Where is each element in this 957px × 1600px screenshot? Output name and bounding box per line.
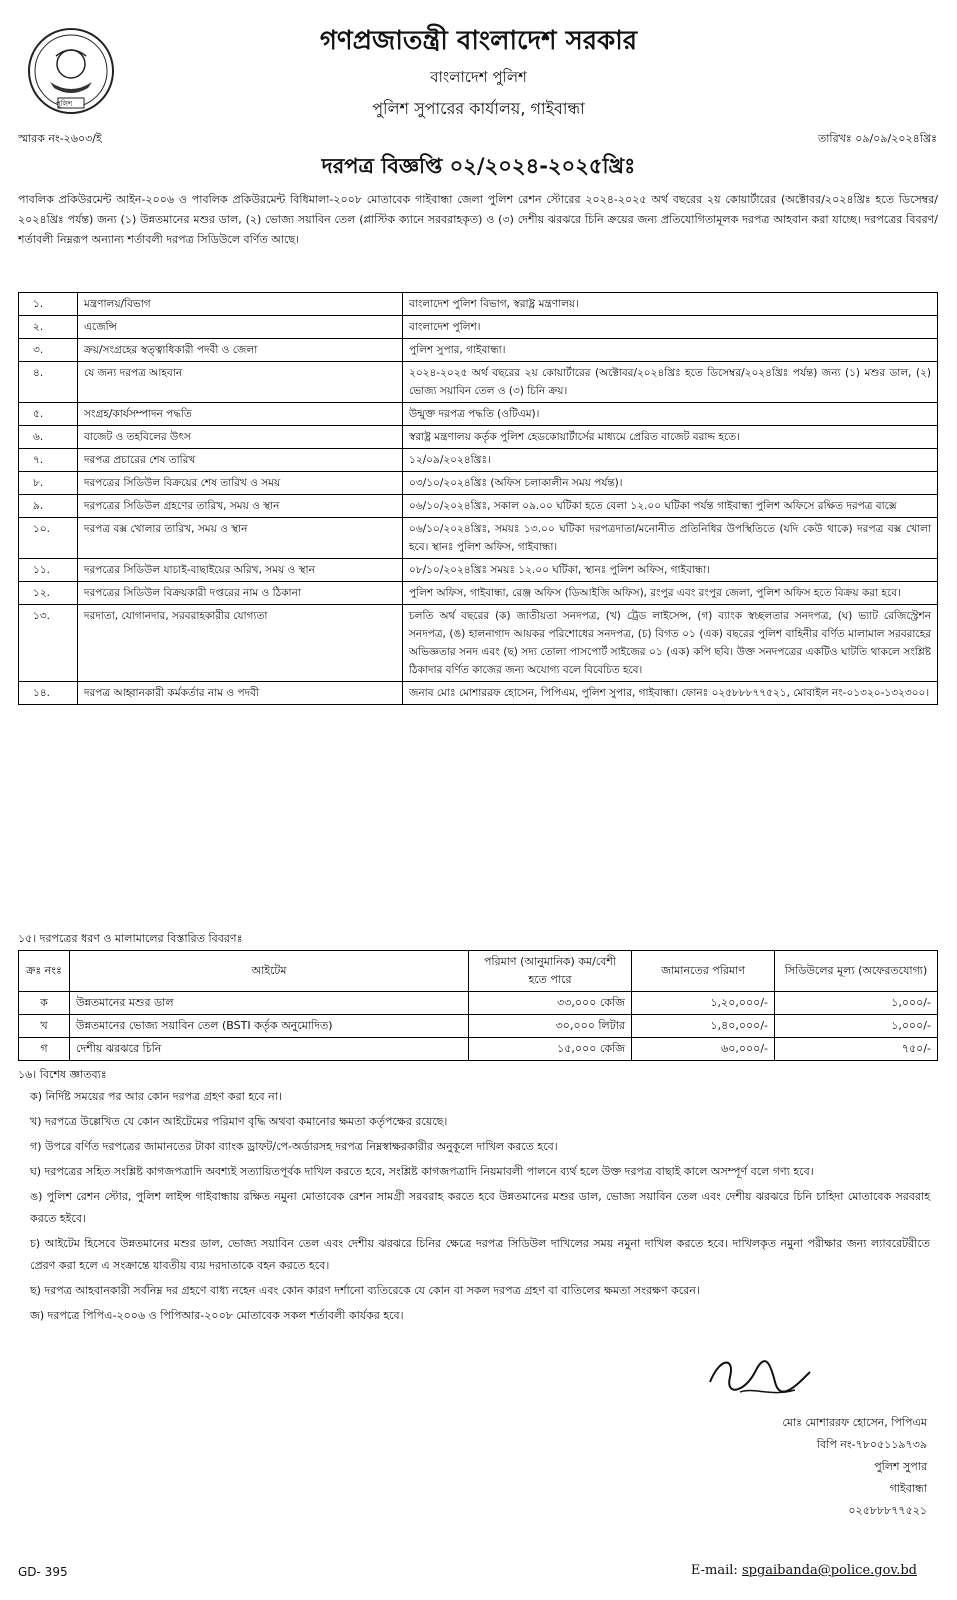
signatory-phone: ০২৫৮৮৮৭৭৫২১ (848, 1504, 927, 1517)
gd-number: GD- 395 (18, 1565, 68, 1579)
info-row-value: বাংলাদেশ পুলিশ বিভাগ, স্বরাষ্ট্র মন্ত্রণালয়। (403, 293, 938, 316)
item-security: ১,২০,০০০/- (632, 992, 775, 1015)
info-row-value: ০৮/১০/২০২৪খ্রিঃ সময়ঃ ১২.০০ ঘটিকা, স্থানঃ পুলিশ অফিস, গাইবান্ধা। (403, 559, 938, 582)
info-row-number: ৯. (19, 495, 78, 518)
item-row (19, 1038, 938, 1061)
info-row-number: ৩. (19, 339, 78, 362)
info-row-number: ৫. (19, 403, 78, 426)
term-item: ক) নির্দিষ্ট সময়ের পর আর কোন দরপত্র গ্রহণ করা হবে না। (30, 1090, 282, 1103)
info-row (19, 293, 938, 316)
term-item: জ) দরপত্রে পিপিএ-২০০৬ ও পিপিআর-২০০৮ মোতাবেক সকল শর্তাবলী কার্যকর হবে। (30, 1309, 404, 1322)
info-row-value: বাংলাদেশ পুলিশ। (403, 316, 938, 339)
info-row-label: দরপত্রের সিডিউল বিক্রয়ের শেষ তারিখ ও সময় (78, 472, 403, 495)
info-row-value: ২০২৪-২০২৫ অর্থ বছরের ২য় কোয়ার্টারের (অক্টোবর/২০২৪খ্রিঃ হতে ডিসেম্বর/২০২৪খ্রিঃ পর্যন্ত) জন্য (১) মশুর ডাল, (২) ভোজ্য সয়াবিন তেল ও (৩) চিনি ক্রয়। (403, 362, 938, 403)
info-row-label: সংগ্রহ/কার্যসম্পাদন পদ্ধতি (78, 403, 403, 426)
term-item: চ) আইটেম হিসেবে উন্নতমানের মশুর ডাল, ভোজ্য সয়াবিন তেল এবং দেশীয় ঝরঝরে চিনির ক্ষেত্রে দরপত্র সিডিউল দাখিলের সময় নমুনা দাখিল করতে হবে। দাখিলকৃত নমুনা পরীক্ষার জন্য ল্যাবরেটরীতে প্রেরণ করা হলে এ সংক্রান্তে যাবতীয় ব্যয় দরদাতাকে বহন করতে হবে। (30, 1237, 930, 1272)
info-row (19, 682, 938, 705)
info-row-value: ০৩/১০/২০২৪খ্রিঃ (অফিস চলাকালীন সময় পর্যন্ত)। (403, 472, 938, 495)
header-quantity: পরিমাণ (আনুমানিক) কম/বেশী হতে পারে (469, 951, 632, 992)
info-row (19, 495, 938, 518)
info-row (19, 403, 938, 426)
intro-paragraph: পাবলিক প্রকিউরমেন্ট আইন-২০০৬ ও পাবলিক প্রকিউরমেন্ট বিধিমালা-২০০৮ মোতাবেক গাইবান্ধা জেলা পুলিশ রেশন স্টোরের ২০২৪-২০২৫ অর্থ বছরের ২য় কোয়ার্টারের (অক্টোবর/২০২৪খ্রিঃ হতে ডিসেম্বর/২০২৪খ্রিঃ পর্যন্ত) জন্য (১) উন্নতমানের মশুর ডাল, (২) ভোজ্য সয়াবিন তেল (প্লাস্টিক ক্যানে সরবরাহকৃত) ও (৩) দেশীয় ঝরঝরে চিনি ক্রয়ের জন্য প্রতিযোগিতামূলক দরপত্র আহবান করা যাচ্ছে। দরপত্রের বিবরণ/শর্তাবলী নিম্নরূপ অন্যান্য শর্তাবলী দরপত্র সিডিউলে বর্ণিত আছে। (18, 193, 938, 246)
term-item: ছ) দরপত্র আহবানকারী সর্বনিম্ন দর গ্রহণে বাধ্য নহেন এবং কোন কারণ দর্শানো ব্যতিরেকে যে কোন বা সকল দরপত্র গ্রহণ বা বাতিলের ক্ষমতা সংরক্ষণ করেন। (30, 1284, 700, 1297)
info-row-number: ৭. (19, 449, 78, 472)
info-row-number: ৮. (19, 472, 78, 495)
info-row-value: ০৬/১০/২০২৪খ্রিঃ, সময়ঃ ১৩.০০ ঘটিকা দরপত্রদাতা/মনোনীত প্রতিনিধির উপস্থিতিতে (যদি কেউ থাকে) দরপত্র বক্স খোলা হবে। স্থানঃ পুলিশ অফিস, গাইবান্ধা। (403, 518, 938, 559)
item-code: গ (19, 1038, 70, 1061)
email-label: E-mail: (690, 1563, 738, 1578)
term-item: ঙ) পুলিশ রেশন স্টোর, পুলিশ লাইন্স গাইবান্ধায় রক্ষিত নমুনা মোতাবেক রেশন সামগ্রী সরবরাহ করতে হবে উন্নতমানের মশুর ডাল, ভোজ্য সয়াবিন তেল এবং দেশীয় ঝরঝরে চিনি চাহিদা মোতাবেক সরবরাহ করতে হইবে। (30, 1190, 930, 1225)
item-row (19, 992, 938, 1015)
info-row (19, 582, 938, 605)
item-row (19, 1015, 938, 1038)
info-row-label: দরপত্রের সিডিউল যাচাই-বাছাইয়ের অরিখ, সময় ও স্থান (78, 559, 403, 582)
info-row-label: দরপত্রের সিডিউল বিক্রয়কারী দপ্তরের নাম ও ঠিকানা (78, 582, 403, 605)
item-code: খ (19, 1015, 70, 1038)
item-schedule-price: ১,০০০/- (775, 1015, 938, 1038)
info-row (19, 605, 938, 682)
info-row-number: ৪. (19, 362, 78, 403)
term-item: ঘ) দরপত্রের সহিত সংশ্লিষ্ট কাগজপত্রাদি অবশ্যই সত্যায়িতপূর্বক দাখিল করতে হবে, সংশ্লিষ্ট কাগজপত্রাদি নিয়মাবলী পালনে ব্যর্থ হলে উক্ত দরপত্র বাছাই কালে অসম্পূর্ণ বলে গণ্য হবে। (30, 1165, 814, 1178)
info-row (19, 559, 938, 582)
department-name: বাংলাদেশ পুলিশ (430, 68, 527, 86)
signatory-district: গাইবান্ধা (889, 1482, 927, 1495)
section-15-title: ১৫। দরপত্রের ধরণ ও মালামালের বিস্তারিত বিবরণঃ (18, 932, 243, 945)
item-security: ৬০,০০০/- (632, 1038, 775, 1061)
office-name: পুলিশ সুপারের কার্যালয়, গাইবান্ধা (372, 99, 585, 118)
info-row-value: পুলিশ সুপার, গাইবান্ধা। (403, 339, 938, 362)
info-row-label: বাজেট ও তহবিলের উৎস (78, 426, 403, 449)
info-row-value: স্বরাষ্ট্র মন্ত্রণালয় কর্তৃক পুলিশ হেডকোয়ার্টার্সের মাধ্যমে প্রেরিত বাজেট বরাদ্দ হতে। (403, 426, 938, 449)
item-quantity: ৩৩,০০০ কেজি (469, 992, 632, 1015)
section-16-title: ১৬। বিশেষ জ্ঞাতব্যঃ (18, 1068, 107, 1081)
info-row-number: ১২. (19, 582, 78, 605)
signatory-block (627, 1412, 927, 1522)
info-row-number: ৬. (19, 426, 78, 449)
term-item: খ) দরপত্রে উল্লেখিত যে কোন আইটেমের পরিমাণ বৃদ্ধি অথবা কমানোর ক্ষমতা কর্তৃপক্ষের রয়েছে। (30, 1115, 448, 1128)
info-row (19, 449, 938, 472)
item-quantity: ৩০,০০০ লিটার (469, 1015, 632, 1038)
item-table-header-row (19, 951, 938, 992)
info-row (19, 362, 938, 403)
info-row (19, 426, 938, 449)
info-row-label: যে জন্য দরপত্র আহবান (78, 362, 403, 403)
info-row-value: উন্মুক্ত দরপত্র পদ্ধতি (ওটিএম)। (403, 403, 938, 426)
info-row (19, 518, 938, 559)
info-row (19, 472, 938, 495)
header-schedule-price: সিডিউলের মূল্য (অফেরতযোগ্য) (775, 951, 938, 992)
info-row-label: দরপত্র প্রচারের শেষ তারিখ (78, 449, 403, 472)
info-row-number: ১০. (19, 518, 78, 559)
signatory-designation: পুলিশ সুপার (874, 1460, 927, 1473)
item-table (18, 950, 938, 1061)
item-schedule-price: ১,০০০/- (775, 992, 938, 1015)
item-code: ক (19, 992, 70, 1015)
signatory-bp-number: বিপি নং-৭৮০৫১১৯৭৩৯ (816, 1438, 927, 1451)
memo-date: তারিখঃ ০৯/০৯/২০২৪খ্রিঃ (817, 132, 937, 145)
email-line (691, 1563, 917, 1578)
info-row-number: ১৪. (19, 682, 78, 705)
government-title: গণপ্রজাতন্ত্রী বাংলাদেশ সরকার (319, 26, 638, 56)
item-name: উন্নতমানের মশুর ডাল (70, 992, 469, 1015)
header-serial: ক্রঃ নংঃ (19, 951, 70, 992)
seal-text: পুলিশ (56, 100, 73, 108)
info-row-number: ১১. (19, 559, 78, 582)
item-security: ১,৪০,০০০/- (632, 1015, 775, 1038)
header-item: আইটেম (70, 951, 469, 992)
info-row-value: পুলিশ অফিস, গাইবান্ধা, রেঞ্জ অফিস (ডিআইজি অফিস), রংপুর এবং রংপুর জেলা, পুলিশ অফিস হতে বিক্রয় করা হবে। (403, 582, 938, 605)
info-row-number: ১৩. (19, 605, 78, 682)
info-row-label: ক্রয়/সংগ্রহের স্বত্ত্বাধিকারী পদবী ও জেলা (78, 339, 403, 362)
item-name: দেশীয় ঝরঝরে চিনি (70, 1038, 469, 1061)
item-name: উন্নতমানের ভোজ্য সয়াবিন তেল (BSTI কর্তৃক অনুমোদিত) (70, 1015, 469, 1038)
info-row-value: ০৬/১০/২০২৪খ্রিঃ, সকাল ০৯.০০ ঘটিকা হতে বেলা ১২.০০ ঘটিকা পর্যন্ত গাইবান্ধা পুলিশ অফিসে রক্ষিত দরপত্র বাক্সে (403, 495, 938, 518)
info-row-value: জনাব মোঃ মোশাররফ হোসেন, পিপিএম, পুলিশ সুপার, গাইবান্ধা। ফোনঃ ০২৫৮৮৮৭৭৫২১, মোবাইল নং-০১৩২০-১৩২৩০০। (403, 682, 938, 705)
info-row-value: চলতি অর্থ বছরের (ক) জাতীয়তা সনদপত্র, (খ) ট্রেড লাইসেন্স, (গ) ব্যাংক স্বচ্ছলতার সনদপত্র, (ঘ) ভ্যাট রেজিস্ট্রেশন সনদপত্র, (ঙ) হালনাগাদ আয়কর পরিশোধের সনদপত্র, (চ) বিগত ০১ (এক) বছরের পুলিশ বাহিনীর বর্ণিত মালামাল সরবরাহের অভিজ্ঞতার সনদ এবং (ছ) সদ্য তোলা পাসপোর্ট সাইজের ০১ (এক) কপি ছবি। উক্ত সনদপত্রের একটিও ঘাটতি থাকলে সংশ্লিষ্ট ঠিকাদার বর্ণিত কাজের জন্য অযোগ্য বলে বিবেচিত হবে। (403, 605, 938, 682)
info-row-label: মন্ত্রণালয়/বিভাগ (78, 293, 403, 316)
info-row-number: ১. (19, 293, 78, 316)
info-row-label: দরপত্র আহ্বানকারী কর্মকর্তার নাম ও পদবী (78, 682, 403, 705)
info-row-label: দরদাতা, যোগানদার, সরবরাহকারীর যোগ্যতা (78, 605, 403, 682)
signature-image (700, 1352, 820, 1402)
info-row-label: দরপত্রের সিডিউল গ্রহণের তারিখ, সময় ও স্থান (78, 495, 403, 518)
memo-number: স্মারক নং-২৬০৩/ই (18, 132, 102, 145)
info-row-label: এজেন্সি (78, 316, 403, 339)
info-row (19, 316, 938, 339)
info-row (19, 339, 938, 362)
term-item: গ) উপরে বর্ণিত দরপত্রের জামানতের টাকা ব্যাংক ড্রাফট/পে-অর্ডারসহ দরপত্র নিম্নস্বাক্ষরকারীর অনুকূলে দাখিল করতে হবে। (30, 1140, 558, 1153)
email-link[interactable]: spgaibanda@police.gov.bd (741, 1563, 917, 1578)
signatory-name: মোঃ মোশাররফ হোসেন, পিপিএম (782, 1416, 927, 1429)
info-row-label: দরপত্র বক্স খোলার তারিখ, সময় ও স্থান (78, 518, 403, 559)
header-security: জামানতের পরিমাণ (632, 951, 775, 992)
info-row-value: ১২/০৯/২০২৪খ্রিঃ। (403, 449, 938, 472)
item-quantity: ১৫,০০০ কেজি (469, 1038, 632, 1061)
notice-title: দরপত্র বিজ্ঞপ্তি ০২/২০২৪-২০২৫খ্রিঃ (321, 154, 636, 178)
item-schedule-price: ৭৫০/- (775, 1038, 938, 1061)
special-terms-list (30, 1086, 930, 1330)
tender-info-table (18, 292, 938, 705)
info-row-number: ২. (19, 316, 78, 339)
